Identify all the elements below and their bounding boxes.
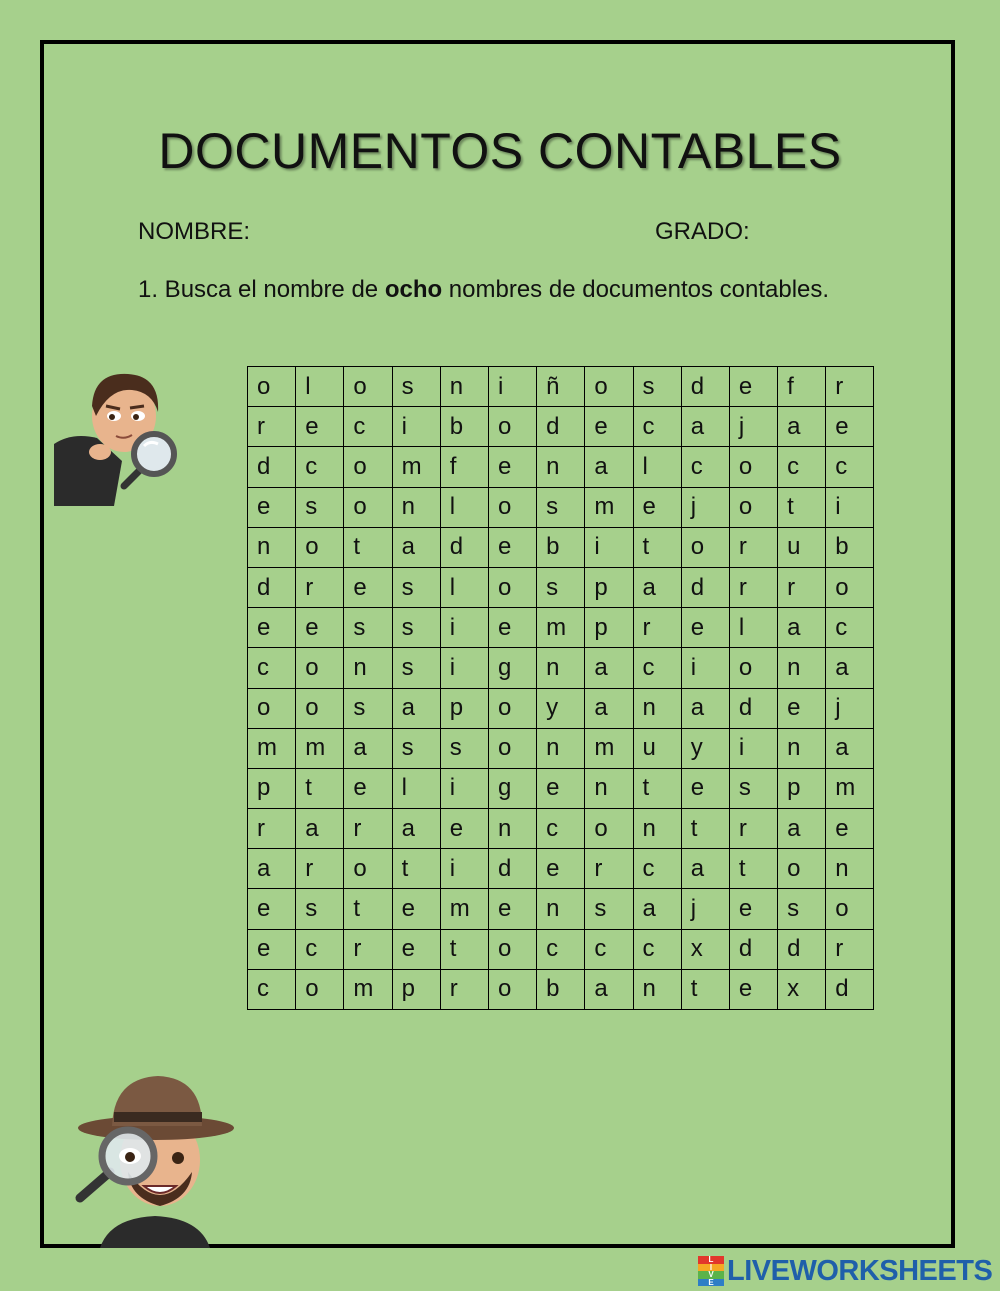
- grid-cell[interactable]: a: [392, 527, 440, 567]
- grid-row: [248, 608, 874, 648]
- grid-cell[interactable]: m: [585, 487, 633, 527]
- grid-cell[interactable]: o: [488, 688, 536, 728]
- grid-cell[interactable]: u: [633, 728, 681, 768]
- grid-cell[interactable]: e: [826, 407, 874, 447]
- grid-cell[interactable]: y: [681, 728, 729, 768]
- grid-cell[interactable]: e: [344, 768, 392, 808]
- grid-cell[interactable]: o: [296, 648, 344, 688]
- grid-cell[interactable]: o: [488, 567, 536, 607]
- grid-cell[interactable]: t: [296, 768, 344, 808]
- grid-cell[interactable]: s: [585, 889, 633, 929]
- grid-cell[interactable]: a: [585, 688, 633, 728]
- grid-cell[interactable]: n: [248, 527, 296, 567]
- grid-cell[interactable]: g: [488, 768, 536, 808]
- grid-cell[interactable]: e: [681, 768, 729, 808]
- grid-cell[interactable]: e: [296, 407, 344, 447]
- grid-cell[interactable]: j: [826, 688, 874, 728]
- grid-cell[interactable]: c: [248, 969, 296, 1009]
- grid-cell[interactable]: c: [633, 648, 681, 688]
- grid-row: [248, 929, 874, 969]
- grid-cell[interactable]: o: [344, 487, 392, 527]
- grid-cell[interactable]: n: [633, 969, 681, 1009]
- grid-cell[interactable]: n: [344, 648, 392, 688]
- grid-cell[interactable]: g: [488, 648, 536, 688]
- grid-cell[interactable]: n: [537, 447, 585, 487]
- grid-row: [248, 688, 874, 728]
- grid-cell[interactable]: o: [488, 929, 536, 969]
- grid-cell[interactable]: c: [681, 447, 729, 487]
- grid-cell[interactable]: e: [488, 608, 536, 648]
- grid-cell[interactable]: e: [585, 407, 633, 447]
- grid-cell[interactable]: d: [681, 567, 729, 607]
- grid-cell[interactable]: o: [729, 648, 777, 688]
- grid-cell[interactable]: i: [585, 527, 633, 567]
- grid-cell[interactable]: i: [826, 487, 874, 527]
- grid-cell[interactable]: a: [296, 809, 344, 849]
- grid-cell[interactable]: t: [633, 768, 681, 808]
- grid-cell[interactable]: l: [633, 447, 681, 487]
- grid-cell[interactable]: o: [488, 728, 536, 768]
- grid-cell[interactable]: d: [440, 527, 488, 567]
- grid-cell[interactable]: c: [778, 447, 826, 487]
- grid-cell[interactable]: s: [633, 367, 681, 407]
- grid-cell[interactable]: s: [537, 487, 585, 527]
- grid-cell[interactable]: e: [392, 929, 440, 969]
- brand-mark-e: E: [698, 1279, 724, 1287]
- grid-cell[interactable]: o: [296, 969, 344, 1009]
- grid-row: [248, 728, 874, 768]
- grid-cell[interactable]: s: [778, 889, 826, 929]
- grid-cell[interactable]: c: [344, 407, 392, 447]
- grid-cell[interactable]: e: [248, 608, 296, 648]
- grid-row: [248, 969, 874, 1009]
- grid-cell[interactable]: o: [681, 527, 729, 567]
- grid-cell[interactable]: r: [296, 849, 344, 889]
- instruction-suffix: nombres de documentos contables.: [442, 276, 830, 303]
- grid-cell[interactable]: n: [633, 688, 681, 728]
- grid-cell[interactable]: e: [248, 929, 296, 969]
- grid-cell[interactable]: a: [681, 849, 729, 889]
- grid-cell[interactable]: n: [537, 728, 585, 768]
- grid-cell[interactable]: a: [778, 809, 826, 849]
- grid-cell[interactable]: t: [392, 849, 440, 889]
- grid-cell[interactable]: b: [537, 527, 585, 567]
- grid-cell[interactable]: e: [826, 809, 874, 849]
- liveworksheets-mark-icon: [698, 1256, 724, 1286]
- grid-row: [248, 447, 874, 487]
- grid-cell[interactable]: t: [778, 487, 826, 527]
- instruction-text: [138, 268, 838, 311]
- grid-cell[interactable]: m: [440, 889, 488, 929]
- grid-cell[interactable]: e: [729, 367, 777, 407]
- liveworksheets-text: LIVEWORKSHEETS: [727, 1254, 993, 1287]
- grid-cell[interactable]: a: [585, 447, 633, 487]
- grid-cell[interactable]: c: [537, 809, 585, 849]
- grid-cell[interactable]: e: [488, 447, 536, 487]
- word-search-grid: [247, 366, 874, 1010]
- grid-cell[interactable]: s: [392, 567, 440, 607]
- grid-cell[interactable]: ñ: [537, 367, 585, 407]
- grid-cell[interactable]: d: [248, 447, 296, 487]
- grid-cell[interactable]: p: [585, 567, 633, 607]
- grid-cell[interactable]: e: [488, 527, 536, 567]
- grid-cell[interactable]: n: [392, 487, 440, 527]
- grid-cell[interactable]: j: [729, 407, 777, 447]
- grid-cell[interactable]: r: [248, 407, 296, 447]
- grid-cell[interactable]: e: [537, 768, 585, 808]
- grid-cell[interactable]: i: [681, 648, 729, 688]
- grid-cell[interactable]: d: [778, 929, 826, 969]
- grid-cell[interactable]: i: [440, 849, 488, 889]
- grid-cell[interactable]: d: [537, 407, 585, 447]
- grid-cell[interactable]: o: [488, 407, 536, 447]
- grid-cell[interactable]: d: [729, 688, 777, 728]
- grid-cell[interactable]: o: [248, 367, 296, 407]
- brand-mark-i: I: [698, 1264, 724, 1272]
- grid-cell[interactable]: c: [633, 407, 681, 447]
- grid-cell[interactable]: t: [681, 809, 729, 849]
- grid-cell[interactable]: j: [681, 889, 729, 929]
- grid-cell[interactable]: i: [440, 608, 488, 648]
- grid-cell[interactable]: n: [537, 889, 585, 929]
- grid-cell[interactable]: e: [537, 849, 585, 889]
- grid-cell[interactable]: c: [633, 849, 681, 889]
- grid-cell[interactable]: d: [681, 367, 729, 407]
- grid-cell[interactable]: r: [248, 809, 296, 849]
- grid-row: [248, 889, 874, 929]
- grid-cell[interactable]: o: [778, 849, 826, 889]
- grid-cell[interactable]: c: [633, 929, 681, 969]
- grid-cell[interactable]: n: [778, 648, 826, 688]
- grid-cell[interactable]: p: [440, 688, 488, 728]
- grid-cell[interactable]: t: [344, 889, 392, 929]
- grid-cell[interactable]: m: [826, 768, 874, 808]
- grid-cell[interactable]: c: [537, 929, 585, 969]
- grid-cell[interactable]: r: [633, 608, 681, 648]
- grid-cell[interactable]: o: [729, 487, 777, 527]
- grid-cell[interactable]: o: [344, 849, 392, 889]
- grid-cell[interactable]: c: [248, 648, 296, 688]
- detective-avatar-magnifier-icon: [52, 366, 187, 506]
- grid-cell[interactable]: e: [248, 889, 296, 929]
- grid-cell[interactable]: r: [729, 809, 777, 849]
- grid-row: [248, 567, 874, 607]
- grid-cell[interactable]: p: [392, 969, 440, 1009]
- grid-row: [248, 487, 874, 527]
- grid-cell[interactable]: f: [440, 447, 488, 487]
- grid-cell[interactable]: t: [344, 527, 392, 567]
- grid-cell[interactable]: i: [729, 728, 777, 768]
- grid-cell[interactable]: n: [585, 768, 633, 808]
- grid-cell[interactable]: o: [248, 688, 296, 728]
- grid-cell[interactable]: o: [729, 447, 777, 487]
- grid-cell[interactable]: r: [440, 969, 488, 1009]
- grid-cell[interactable]: a: [826, 648, 874, 688]
- grid-cell[interactable]: d: [488, 849, 536, 889]
- grid-cell[interactable]: s: [729, 768, 777, 808]
- grid-cell[interactable]: p: [248, 768, 296, 808]
- name-label: NOMBRE:: [138, 218, 251, 245]
- grid-cell[interactable]: a: [633, 889, 681, 929]
- grid-cell[interactable]: e: [729, 889, 777, 929]
- grid-cell[interactable]: o: [344, 367, 392, 407]
- grid-cell[interactable]: i: [488, 367, 536, 407]
- instruction-bold: ocho: [384, 276, 443, 303]
- grid-cell[interactable]: e: [296, 608, 344, 648]
- grid-cell[interactable]: l: [296, 367, 344, 407]
- brand-mark-v: V: [698, 1271, 724, 1279]
- grid-cell[interactable]: a: [681, 407, 729, 447]
- grid-cell[interactable]: n: [633, 809, 681, 849]
- grid-cell[interactable]: f: [778, 367, 826, 407]
- grid-cell[interactable]: l: [440, 487, 488, 527]
- grid-row: [248, 527, 874, 567]
- grid-cell[interactable]: o: [344, 447, 392, 487]
- grid-cell[interactable]: a: [778, 608, 826, 648]
- grid-cell[interactable]: r: [826, 367, 874, 407]
- grid-cell[interactable]: o: [585, 809, 633, 849]
- brand-mark-l: L: [698, 1256, 724, 1264]
- grid-cell[interactable]: s: [537, 567, 585, 607]
- grid-cell[interactable]: e: [248, 487, 296, 527]
- grid-cell[interactable]: b: [440, 407, 488, 447]
- grid-cell[interactable]: p: [585, 608, 633, 648]
- grid-cell[interactable]: y: [537, 688, 585, 728]
- grid-cell[interactable]: m: [537, 608, 585, 648]
- grid-cell[interactable]: m: [248, 728, 296, 768]
- grade-label: GRADO:: [655, 218, 750, 245]
- grid-cell[interactable]: d: [826, 969, 874, 1009]
- grid-cell[interactable]: o: [488, 487, 536, 527]
- grid-cell[interactable]: a: [585, 648, 633, 688]
- grid-cell[interactable]: s: [392, 728, 440, 768]
- grid-cell[interactable]: a: [585, 969, 633, 1009]
- grid-cell[interactable]: n: [826, 849, 874, 889]
- grid-cell[interactable]: r: [296, 567, 344, 607]
- grid-cell[interactable]: c: [296, 929, 344, 969]
- grid-cell[interactable]: c: [826, 447, 874, 487]
- grid-cell[interactable]: n: [488, 809, 536, 849]
- grid-cell[interactable]: l: [392, 768, 440, 808]
- grid-row: [248, 367, 874, 407]
- grid-cell[interactable]: x: [681, 929, 729, 969]
- grid-cell[interactable]: o: [488, 969, 536, 1009]
- grid-cell[interactable]: a: [248, 849, 296, 889]
- grid-cell[interactable]: s: [344, 688, 392, 728]
- grid-cell[interactable]: p: [778, 768, 826, 808]
- grid-cell[interactable]: m: [392, 447, 440, 487]
- grid-cell[interactable]: s: [296, 889, 344, 929]
- grid-cell[interactable]: j: [681, 487, 729, 527]
- grid-cell[interactable]: o: [585, 367, 633, 407]
- grid-cell[interactable]: b: [826, 527, 874, 567]
- grid-cell[interactable]: c: [826, 608, 874, 648]
- grid-cell[interactable]: a: [826, 728, 874, 768]
- grid-cell[interactable]: r: [344, 809, 392, 849]
- grid-cell[interactable]: r: [344, 929, 392, 969]
- grid-cell[interactable]: l: [440, 567, 488, 607]
- grid-cell[interactable]: m: [344, 969, 392, 1009]
- grid-cell[interactable]: o: [296, 527, 344, 567]
- liveworksheets-logo: [698, 1254, 992, 1288]
- grid-cell[interactable]: a: [633, 567, 681, 607]
- grid-cell[interactable]: c: [585, 929, 633, 969]
- grid-cell[interactable]: r: [826, 929, 874, 969]
- grid-cell[interactable]: t: [729, 849, 777, 889]
- grid-row: [248, 407, 874, 447]
- grid-cell[interactable]: m: [585, 728, 633, 768]
- grid-cell[interactable]: a: [344, 728, 392, 768]
- grid-cell[interactable]: a: [778, 407, 826, 447]
- grid-row: [248, 809, 874, 849]
- grid-cell[interactable]: r: [778, 567, 826, 607]
- grid-cell[interactable]: o: [296, 688, 344, 728]
- grid-row: [248, 648, 874, 688]
- grid-cell[interactable]: b: [537, 969, 585, 1009]
- grid-cell[interactable]: o: [826, 889, 874, 929]
- grid-cell[interactable]: t: [440, 929, 488, 969]
- grid-cell[interactable]: i: [440, 648, 488, 688]
- grid-cell[interactable]: s: [296, 487, 344, 527]
- grid-cell[interactable]: e: [778, 688, 826, 728]
- grid-cell[interactable]: a: [392, 809, 440, 849]
- grid-cell[interactable]: n: [537, 648, 585, 688]
- grid-cell[interactable]: e: [392, 889, 440, 929]
- grid-cell[interactable]: m: [296, 728, 344, 768]
- grid-cell[interactable]: n: [440, 367, 488, 407]
- grid-cell[interactable]: e: [729, 969, 777, 1009]
- detective-hat-avatar-icon: [70, 1068, 240, 1248]
- grid-cell[interactable]: r: [585, 849, 633, 889]
- grid-cell[interactable]: s: [440, 728, 488, 768]
- grid-cell[interactable]: s: [392, 608, 440, 648]
- grid-cell[interactable]: i: [440, 768, 488, 808]
- grid-cell[interactable]: t: [681, 969, 729, 1009]
- grid-cell[interactable]: s: [344, 608, 392, 648]
- page-title: DOCUMENTOS CONTABLES: [158, 123, 842, 179]
- grid-cell[interactable]: u: [778, 527, 826, 567]
- grid-cell[interactable]: c: [296, 447, 344, 487]
- grid-row: [248, 849, 874, 889]
- grid-cell[interactable]: r: [729, 567, 777, 607]
- instruction-prefix: 1. Busca el nombre de: [138, 276, 385, 303]
- grid-cell[interactable]: t: [633, 527, 681, 567]
- grid-cell[interactable]: e: [633, 487, 681, 527]
- grid-cell[interactable]: r: [729, 527, 777, 567]
- grid-row: [248, 768, 874, 808]
- grid-cell[interactable]: e: [681, 608, 729, 648]
- grid-cell[interactable]: n: [778, 728, 826, 768]
- grid-cell[interactable]: e: [344, 567, 392, 607]
- grid-cell[interactable]: s: [392, 648, 440, 688]
- grid-cell[interactable]: x: [778, 969, 826, 1009]
- grid-cell[interactable]: l: [729, 608, 777, 648]
- grid-cell[interactable]: i: [392, 407, 440, 447]
- grid-cell[interactable]: a: [681, 688, 729, 728]
- grid-cell[interactable]: s: [392, 367, 440, 407]
- grid-cell[interactable]: e: [440, 809, 488, 849]
- grid-cell[interactable]: d: [729, 929, 777, 969]
- grid-cell[interactable]: d: [248, 567, 296, 607]
- grid-cell[interactable]: e: [488, 889, 536, 929]
- grid-cell[interactable]: o: [826, 567, 874, 607]
- grid-cell[interactable]: a: [392, 688, 440, 728]
